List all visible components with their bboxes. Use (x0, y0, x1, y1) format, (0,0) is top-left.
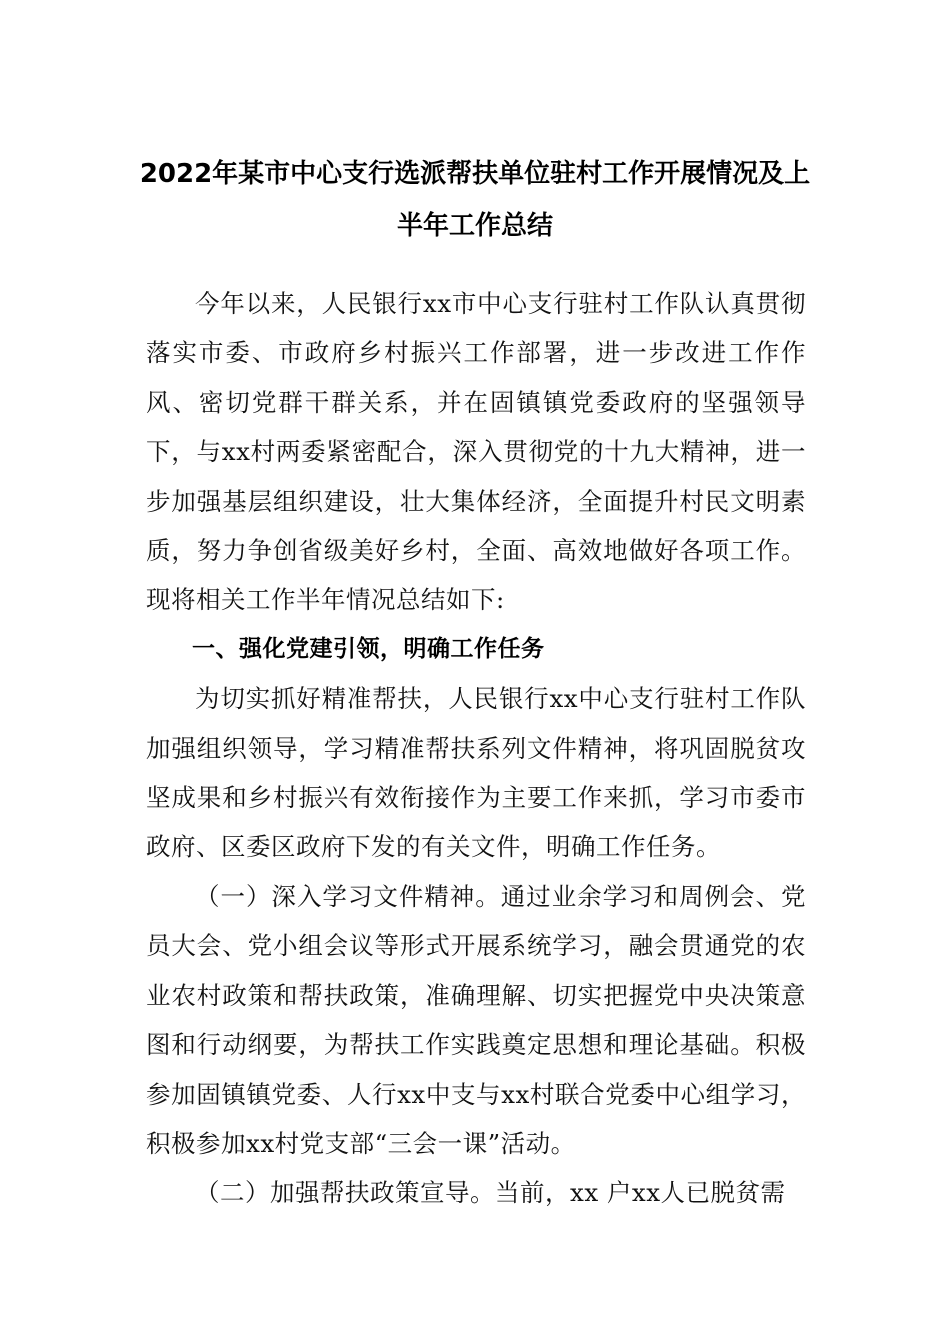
document-title: 2022年某市中心支行选派帮扶单位驻村工作开展情况及上半年工作总结 (139, 159, 811, 241)
document-body (146, 279, 806, 1218)
paragraph-intro: 今年以来，人民银行xx市中心支行驻村工作队认真贯彻落实市委、市政府乡村振兴工作部署，进一步改进工作作风、密切党群干群关系，并在固镇镇党委政府的坚强领导下，与xx村两委紧密配合，深入贯彻党的十九大精神，进一步加强基层组织建设，壮大集体经济，全面提升村民文明素质，努力争创省级美好乡村，全面、高效地做好各项工作。现将相关工作半年情况总结如下: (146, 289, 806, 615)
section-heading-1: 一、强化党建引领，明确工作任务 (192, 635, 545, 662)
paragraph-subsection-1: （一）深入学习文件精神。通过业余学习和周例会、党员大会、党小组会议等形式开展系统学习，融会贯通党的农业农村政策和帮扶政策，准确理解、切实把握党中央决策意图和行动纲要，为帮扶工作实践奠定思想和理论基础。积极参加固镇镇党委、人行xx中支与xx村联合党委中心组学习，积极参加xx村党支部“三会一课”活动。 (146, 881, 806, 1158)
paragraph-subsection-2: （二）加强帮扶政策宣导。当前，xx 户xx人已脱贫需 (195, 1178, 786, 1208)
paragraph-section-1: 为切实抓好精准帮扶，人民银行xx中心支行驻村工作队加强组织领导，学习精准帮扶系列文件精神，将巩固脱贫攻坚成果和乡村振兴有效衔接作为主要工作来抓，学习市委市政府、区委区政府下发的有关文件，明确工作任务。 (146, 684, 806, 862)
